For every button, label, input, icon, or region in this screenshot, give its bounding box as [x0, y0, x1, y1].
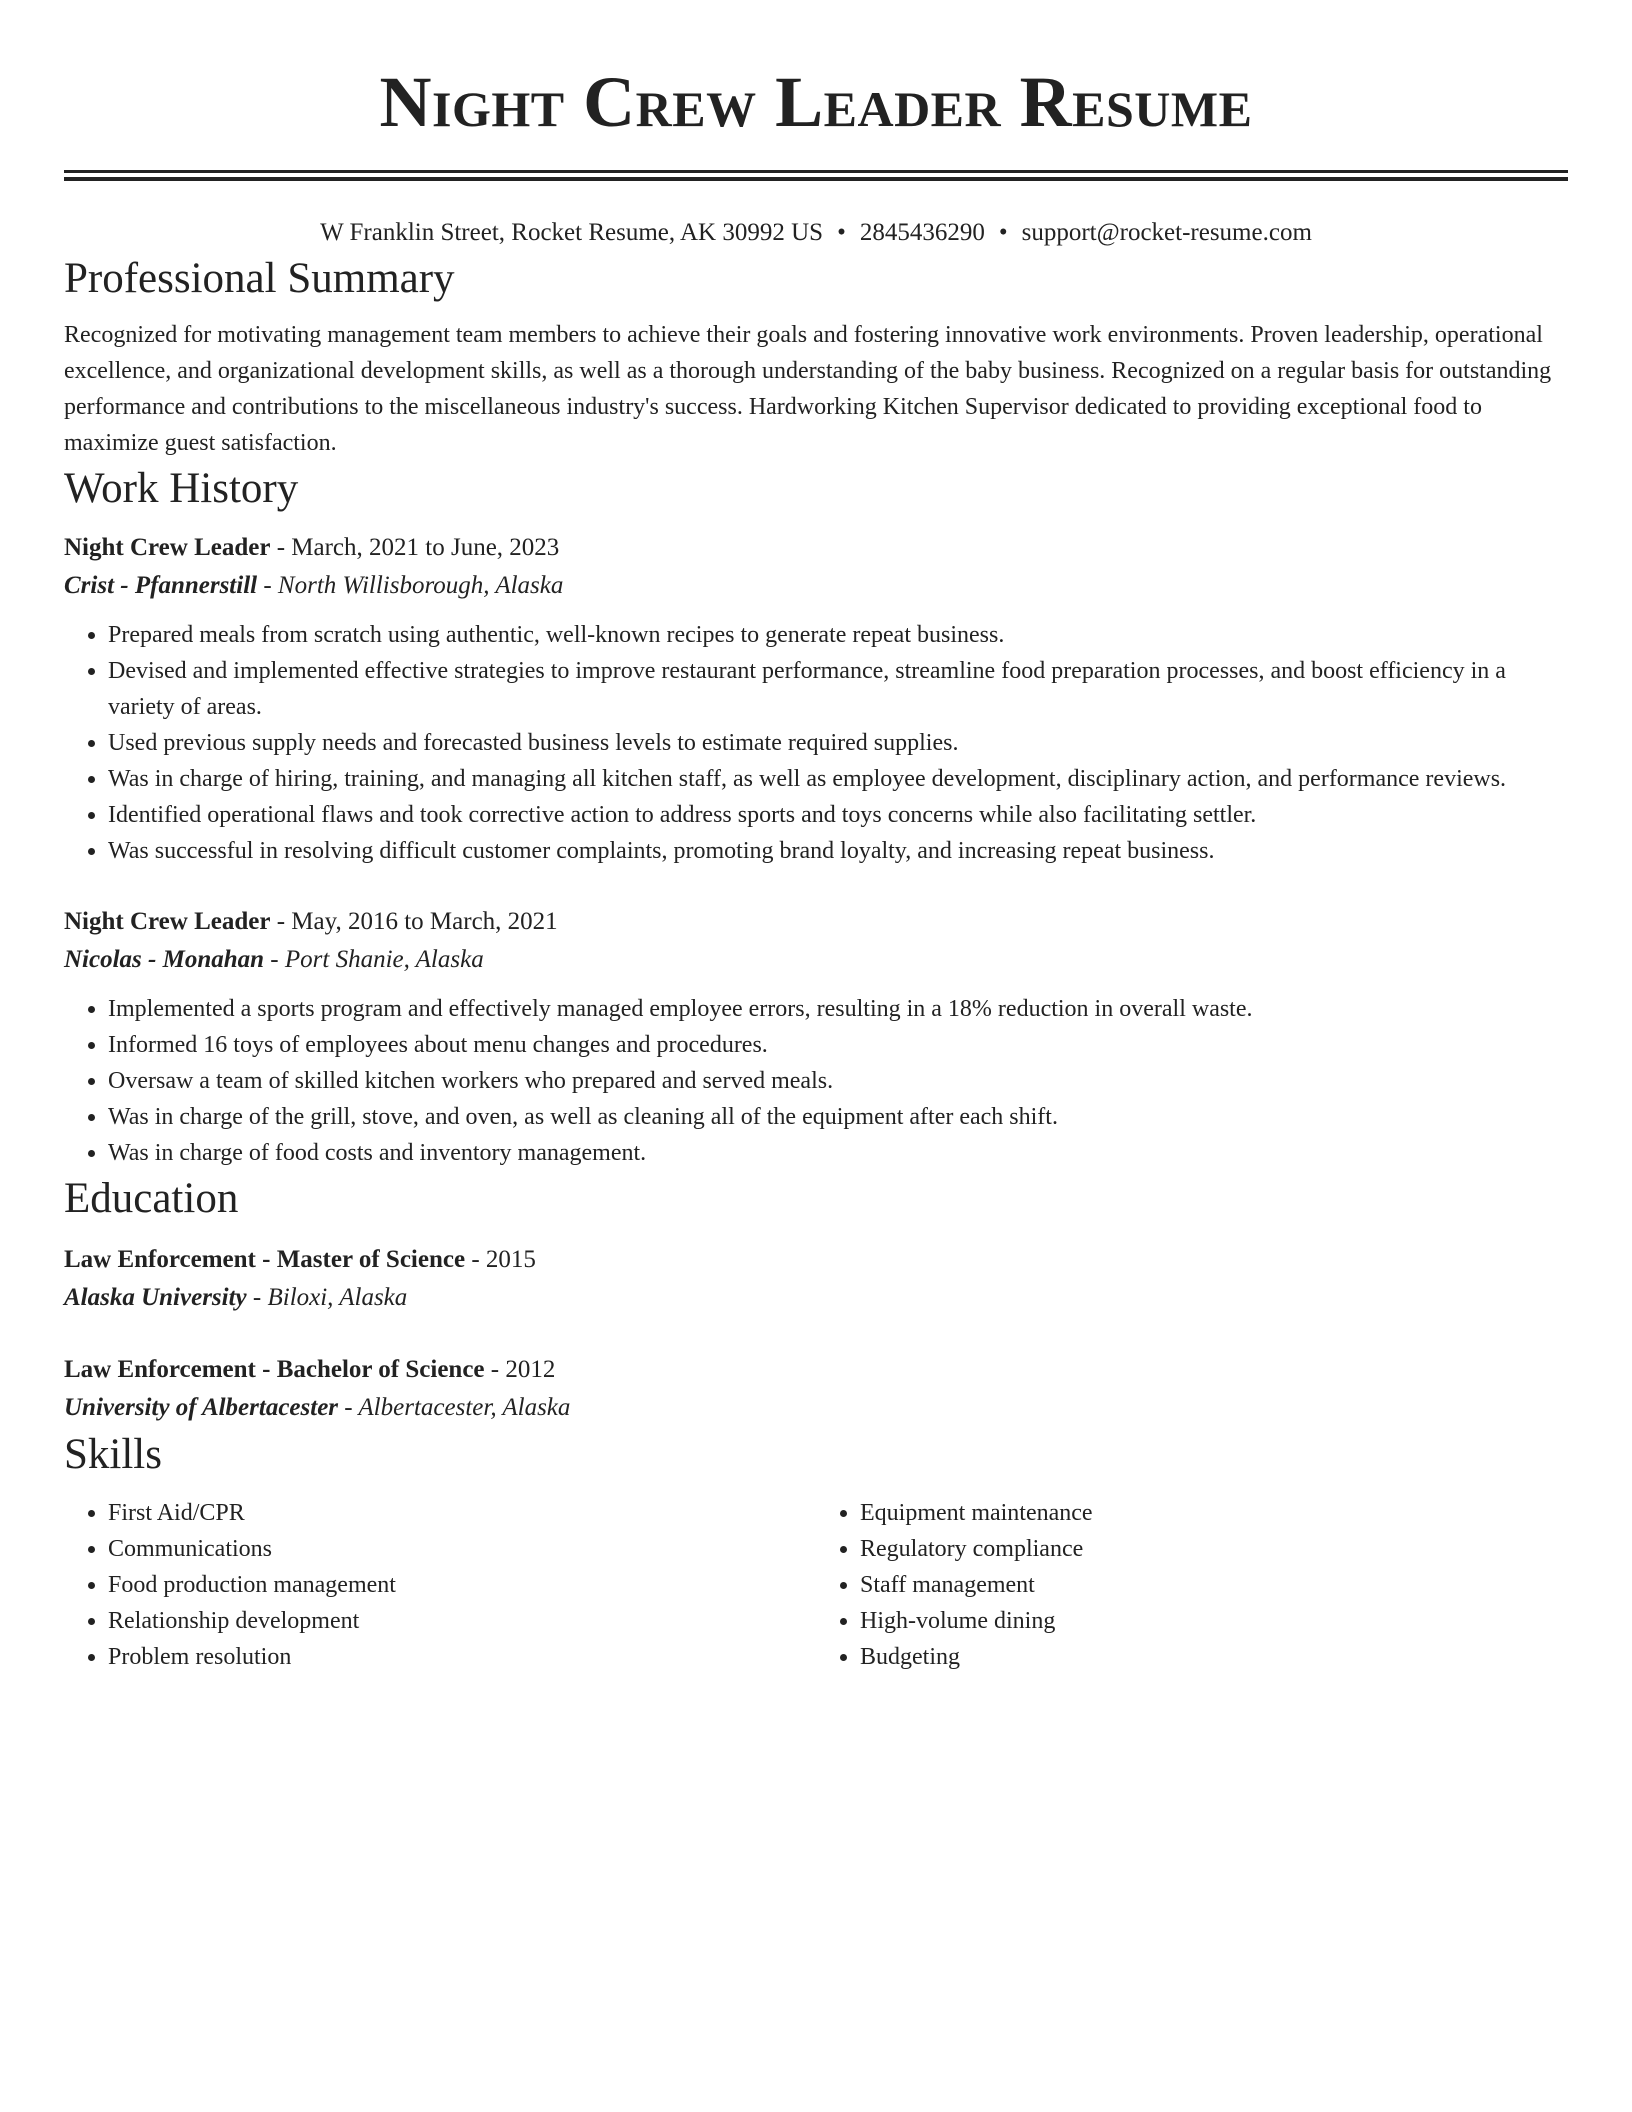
degree-line	[64, 1351, 1568, 1389]
job-bullet-list	[64, 617, 1568, 869]
summary-text: Recognized for motivating management team members to achieve their goals and fostering innovative work environments. Proven leadership, operational excellence, and organizational development skills, as well as a thorough understanding of the baby business. Recognized on a regular basis for outstanding performance and contributions to the miscellaneous industry's success. Hardworking Kitchen Supervisor dedicated to providing exceptional food to maximize guest satisfaction.	[64, 322, 1552, 456]
job-bullet: • Was successful in resolving difficult customer complaints, promoting brand loyalty, and increasing repeat business.	[108, 833, 1568, 869]
job-company: Crist - Pfannerstill	[64, 572, 258, 599]
contact-email: support@rocket-resume.com	[1021, 219, 1312, 246]
skill-item: • High-volume dining	[860, 1603, 1568, 1639]
job-bullet: • Identified operational flaws and took corrective action to address sports and toys concerns while also facilitating settler.	[108, 797, 1568, 833]
contact-separator: •	[998, 219, 1008, 246]
skill-item: • Equipment maintenance	[860, 1495, 1568, 1531]
degree: Law Enforcement - Master of Science	[64, 1246, 466, 1273]
job-company: Nicolas - Monahan	[64, 946, 265, 973]
summary-heading: Professional Summary	[64, 255, 455, 302]
job-bullet-list	[64, 991, 1568, 1171]
skills-columns	[64, 1495, 1568, 1675]
education-heading: Education	[64, 1175, 239, 1222]
job-company-line	[64, 941, 1568, 979]
job-bullet: • Was in charge of hiring, training, and managing all kitchen staff, as well as employee development, disciplinary action, and performance reviews.	[108, 761, 1568, 797]
job-bullet: • Devised and implemented effective strategies to improve restaurant performance, streamline food preparation processes, and boost efficiency in a variety of areas.	[108, 653, 1568, 725]
skill-item: • Problem resolution	[108, 1639, 816, 1675]
skill-item: • Budgeting	[860, 1639, 1568, 1675]
job-location: - Port Shanie, Alaska	[264, 946, 484, 973]
job-bullet: • Implemented a sports program and effectively managed employee errors, resulting in a 18% reduction in overall waste.	[108, 991, 1568, 1027]
job-entry	[64, 529, 1568, 869]
contact-separator: •	[837, 219, 846, 246]
education-entry	[64, 1241, 1568, 1317]
degree: Law Enforcement - Bachelor of Science	[64, 1356, 485, 1383]
school-line	[64, 1279, 1568, 1317]
job-title-line	[64, 903, 1568, 941]
contact-phone: 2845436290	[859, 219, 985, 246]
degree-year: - 2015	[465, 1246, 536, 1273]
skills-list-right	[816, 1495, 1568, 1675]
job-bullet: • Was in charge of the grill, stove, and oven, as well as cleaning all of the equipment after each shift.	[108, 1099, 1568, 1135]
job-dates: - March, 2021 to June, 2023	[270, 534, 560, 561]
skill-item: • Regulatory compliance	[860, 1531, 1568, 1567]
job-bullet: • Prepared meals from scratch using authentic, well-known recipes to generate repeat business.	[108, 617, 1568, 653]
job-company-line	[64, 567, 1568, 605]
job-title-line	[64, 529, 1568, 567]
title-divider	[64, 170, 1568, 181]
contact-line	[64, 215, 1568, 251]
job-bullet: • Oversaw a team of skilled kitchen workers who prepared and served meals.	[108, 1063, 1568, 1099]
school-location: - Biloxi, Alaska	[246, 1284, 408, 1311]
skills-heading: Skills	[64, 1431, 162, 1478]
school-location: - Albertacester, Alaska	[338, 1394, 571, 1421]
job-entry	[64, 903, 1568, 1171]
degree-year: - 2012	[484, 1356, 556, 1383]
skill-item: • Communications	[108, 1531, 816, 1567]
skill-item: • Relationship development	[108, 1603, 816, 1639]
page-title: Night Crew Leader Resume	[379, 62, 1253, 142]
job-location: - North Willisborough, Alaska	[257, 572, 564, 599]
skill-item: • Food production management	[108, 1567, 816, 1603]
job-title: Night Crew Leader	[64, 908, 271, 935]
skills-list-left	[64, 1495, 816, 1675]
education-entry	[64, 1351, 1568, 1427]
contact-address: W Franklin Street, Rocket Resume, AK 30992 US	[320, 219, 824, 246]
job-bullet: • Was in charge of food costs and inventory management.	[108, 1135, 1568, 1171]
job-bullet: • Informed 16 toys of employees about menu changes and procedures.	[108, 1027, 1568, 1063]
job-bullet: • Used previous supply needs and forecasted business levels to estimate required supplies.	[108, 725, 1568, 761]
job-title: Night Crew Leader	[64, 534, 271, 561]
school: Alaska University	[64, 1284, 247, 1311]
skill-item: • Staff management	[860, 1567, 1568, 1603]
work-history-heading: Work History	[64, 465, 299, 512]
school: University of Albertacester	[64, 1394, 339, 1421]
school-line	[64, 1389, 1568, 1427]
skill-item: • First Aid/CPR	[108, 1495, 816, 1531]
degree-line	[64, 1241, 1568, 1279]
job-dates: - May, 2016 to March, 2021	[270, 908, 558, 935]
